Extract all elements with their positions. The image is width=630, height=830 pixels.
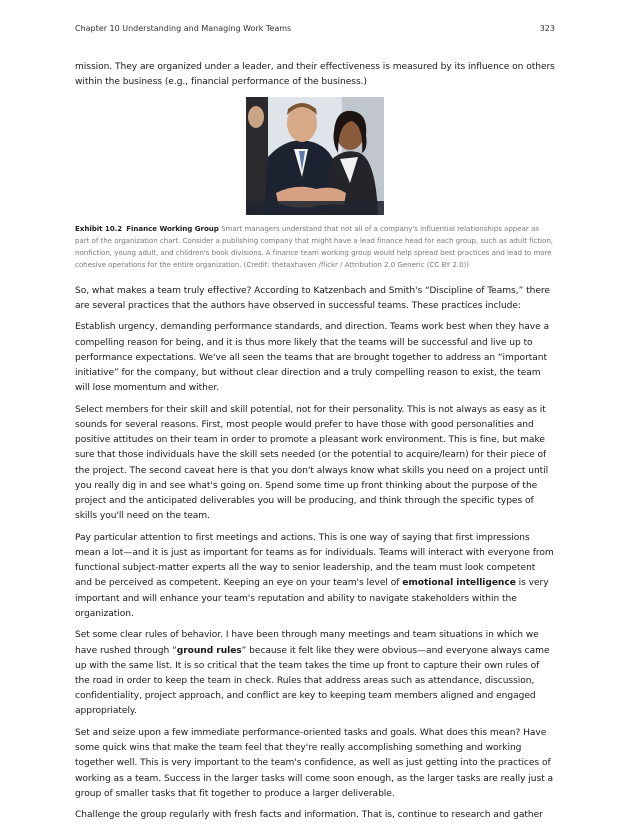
p5-text-b: ” because it felt like they were obvious—and everyone always came up with the same list. It is so critical that the team takes the time up front to capture their own rules of the road in order to keep the team in check. Rules that address areas such as attendance, discussion, confidentiality, project approach, and conflict are key to keeping team members aligned and engaged appropriately. — [75, 645, 550, 717]
term-emotional-intelligence[interactable]: emotional intelligence — [402, 578, 516, 589]
exhibit-caption-text: Smart managers understand that not all of a company's influential relationships appear as part of the organization chart. Consider a publishing company that might have a lead finance head for each group, such as adult fiction, nonfiction, young adult, and children's book divisions. A finance team working group would help spread best practices and lead to more cohesive operations for the entire organization. (Credit: thetaxhaven /flickr / Attribution 2.0 Generic (CC BY 2.0)) — [75, 223, 553, 270]
person-left-face — [248, 106, 264, 128]
intro-paragraph: mission. They are organized under a leader, and their effectiveness is measured by its influence on others within the business (e.g., financial performance of the business.) — [75, 62, 555, 88]
chapter-title: Chapter 10 Understanding and Managing Work Teams — [75, 24, 292, 33]
p4-text-b: is very important and will enhance your team's reputation and ability to navigate stakeholders within the organization. — [75, 578, 549, 619]
paragraph-quick-wins: Set and seize upon a few immediate performance-oriented tasks and goals. What does this mean? Have some quick wins that make the team feel that they're really accomplishing something and working together well. This is very important to the team's confidence, as well as just getting into the practices of working as a team. Success in the larger tasks will come soon enough, as the larger tasks are really just a group of smaller tasks that fit together to produce a larger deliverable. — [75, 728, 554, 799]
body-text — [75, 60, 555, 830]
running-header — [75, 24, 555, 33]
paragraph-select-members: Select members for their skill and skill potential, not for their personality. This is not always as easy as it sounds for several reasons. First, most people would prefer to have those with good personalities and positive attitudes on their team in order to promote a pleasant work environment. This is fine, but make sure that those individuals have the skill sets needed (or the potential to acquire/learn) for their piece of the project. The second caveat here is that you don't always know what skills you need on a project until you really dig in and see what's going on. Spend some time up front thinking about the purpose of the project and the anticipated deliverables you will be producing, and think through the specific types of skills you'll need on the team. — [75, 404, 549, 522]
term-ground-rules[interactable]: ground rules — [176, 645, 242, 656]
p4-text-a: Pay particular attention to first meetings and actions. This is one way of saying that first impressions mean a lot—and it is just as important for teams as for individuals. Teams will interact with everyone from functional subject-matter experts all the way to senior leadership, and the team must look competent and be perceived as competent. Keeping an eye on your team's level of — [75, 532, 554, 589]
team-handshake-photo — [246, 97, 384, 215]
p5-text-a: Set some clear rules of behavior. I have been through many meetings and team situations in which we have rushed through “ — [75, 630, 539, 656]
page-number: 323 — [539, 24, 555, 33]
exhibit-label: Exhibit 10.2 — [75, 223, 123, 233]
paragraph-rules-of-behavior — [75, 628, 555, 719]
paragraph-urgency: Establish urgency, demanding performance standards, and direction. Teams work best when they have a compelling reason for being, and it is thus more likely that the teams will be successful and live up to performance expectations. We've all seen the teams that are brought together to address an “important initiative” for the company, but without clear direction and a truly compelling reason to exist, the team will lose momentum and wither. — [75, 322, 549, 394]
exhibit-title: Finance Working Group — [126, 223, 219, 233]
exhibit-photo — [246, 97, 384, 215]
paragraph-first-meetings — [75, 531, 555, 622]
exhibit-caption — [75, 223, 555, 272]
paragraph-effective-teams: So, what makes a team truly effective? According to Katzenbach and Smith's “Discipline of Teams,” there are several practices that the authors have observed in successful teams. These practices include: — [75, 285, 550, 311]
paragraph-fresh-facts: Challenge the group regularly with fresh facts and information. That is, continue to research and gather — [75, 810, 543, 821]
foreground-sleeves — [246, 201, 384, 215]
